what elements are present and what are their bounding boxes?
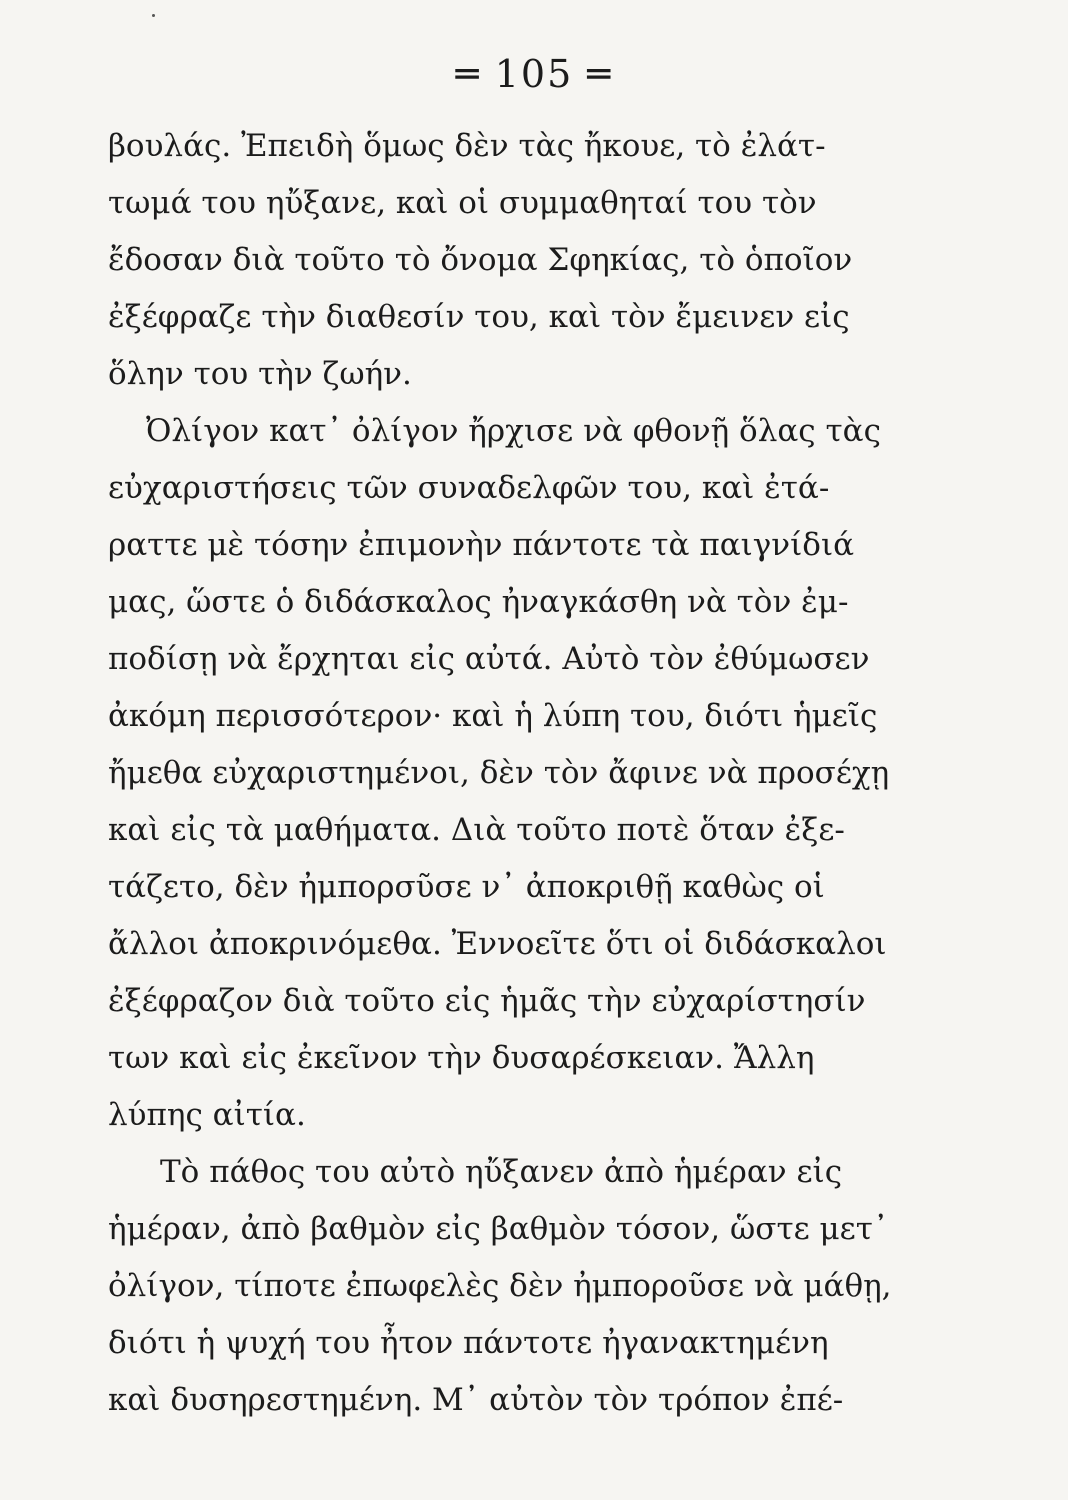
paper-speck xyxy=(152,14,155,17)
paragraph-start-line: Τὸ πάθος του αὐτὸ ηὔξανεν ἀπὸ ἡμέραν εἰς xyxy=(160,1154,843,1190)
text-line: λύπης αἰτία. xyxy=(108,1097,306,1133)
text-line: βουλάς. Ἐπειδὴ ὅμως δὲν τὰς ἤκουε, τὸ ἐλάτ- xyxy=(108,128,826,164)
text-line: καὶ δυσηρεστημένη. Μ᾽ αὐτὸν τὸν τρόπον ἐπέ- xyxy=(108,1382,844,1418)
page-number: ═ 105 ═ xyxy=(455,52,613,96)
text-line: των καὶ εἰς ἐκεῖνον τὴν δυσαρέσκειαν. Ἄλλη xyxy=(108,1040,815,1076)
text-line: καὶ εἰς τὰ μαθήματα. Διὰ τοῦτο ποτὲ ὅταν ἐξε- xyxy=(108,812,845,848)
text-line: ἐξέφραζε τὴν διαθεσίν του, καὶ τὸν ἔμεινεν εἰς xyxy=(108,299,850,335)
text-line: ὀλίγον, τίποτε ἐπωφελὲς δὲν ἠμποροῦσε νὰ μάθῃ, xyxy=(108,1268,892,1304)
text-line: ἐξέφραζον διὰ τοῦτο εἰς ἡμᾶς τὴν εὐχαρίστησίν xyxy=(108,983,866,1019)
text-line: ἄλλοι ἀποκρινόμεθα. Ἐννοεῖτε ὅτι οἱ διδάσκαλοι xyxy=(108,926,887,962)
text-line: ἀκόμη περισσότερον· καὶ ἡ λύπη του, διότι ἡμεῖς xyxy=(108,698,878,734)
text-line: ἤμεθα εὐχαριστημένοι, δὲν τὸν ἄφινε νὰ προσέχῃ xyxy=(108,755,890,791)
text-line: τάζετο, δὲν ἠμπορσῦσε ν᾽ ἀποκριθῇ καθὼς οἱ xyxy=(108,869,825,905)
text-line: ἡμέραν, ἀπὸ βαθμὸν εἰς βαθμὸν τόσον, ὥστε μετ᾽ xyxy=(108,1211,889,1247)
paragraph-start-line: Ὀλίγον κατ᾽ ὀλίγον ἤρχισε νὰ φθονῇ ὅλας τὰς xyxy=(146,413,881,449)
text-line: μας, ὥστε ὁ διδάσκαλος ἠναγκάσθη νὰ τὸν ἐμ- xyxy=(108,584,849,620)
text-line: τωμά του ηὔξανε, καὶ οἱ συμμαθηταί του τὸν xyxy=(108,185,817,221)
text-line: διότι ἡ ψυχή του ἦτον πάντοτε ἠγανακτημένη xyxy=(108,1325,829,1361)
text-line: εὐχαριστήσεις τῶν συναδελφῶν του, καὶ ἐτά- xyxy=(108,470,830,506)
text-line: ἔδοσαν διὰ τοῦτο τὸ ὄνομα Σφηκίας, τὸ ὁποῖον xyxy=(108,242,853,278)
text-line: ὅλην του τὴν ζωήν. xyxy=(108,356,412,392)
text-line: ραττε μὲ τόσην ἐπιμονὴν πάντοτε τὰ παιγνίδιά xyxy=(108,527,855,563)
text-line: ποδίσῃ νὰ ἔρχηται εἰς αὐτά. Αὐτὸ τὸν ἐθύμωσεν xyxy=(108,641,870,677)
